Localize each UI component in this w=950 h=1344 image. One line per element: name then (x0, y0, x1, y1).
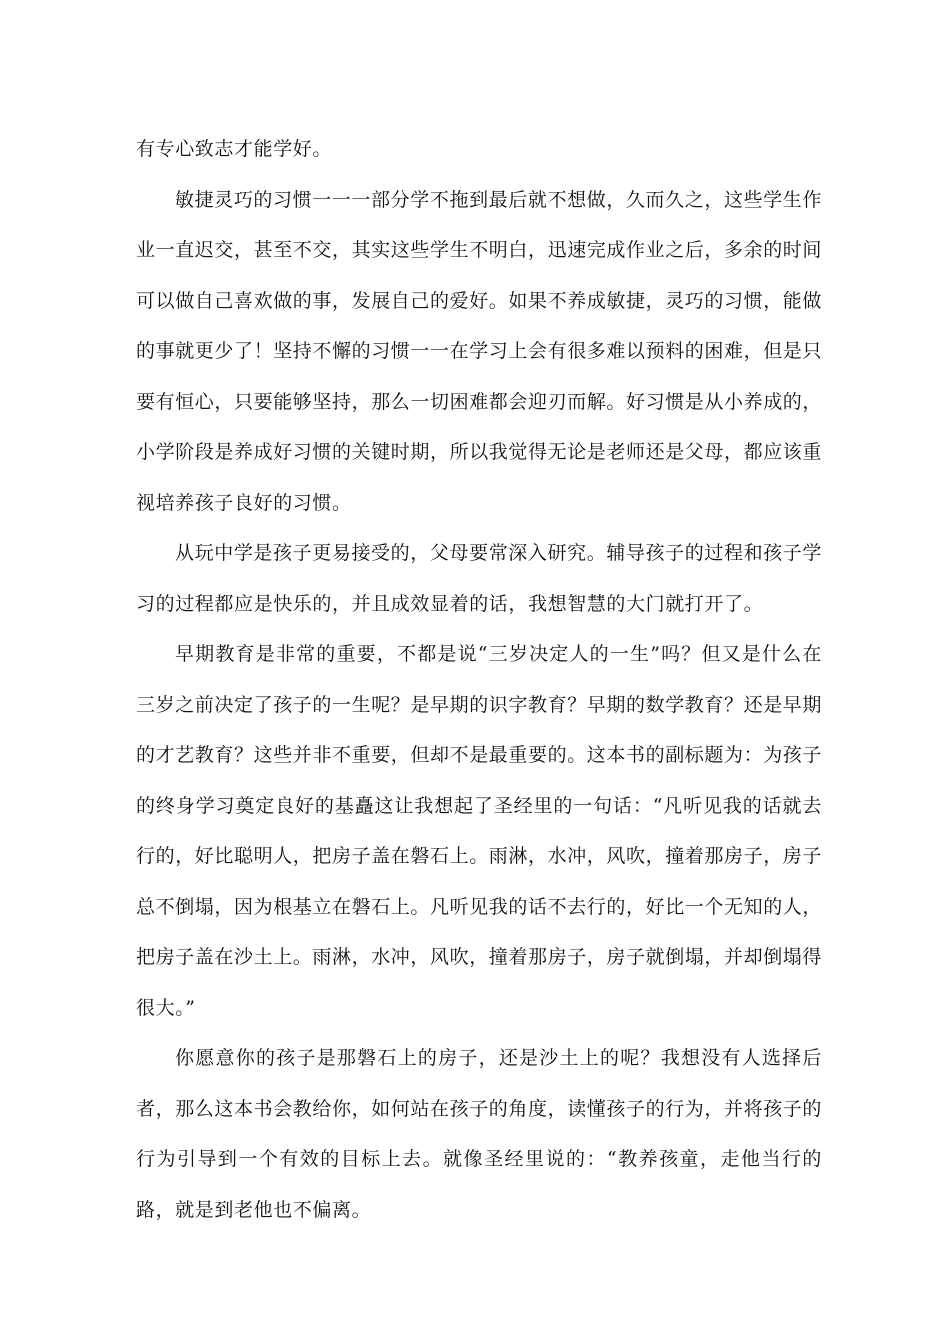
paragraph-3: 从玩中学是孩子更易接受的，父母要常深入研究。辅导孩子的过程和孩子学习的过程都应是快乐的，并且成效显着的话，我想智慧的大门就打开了。 (136, 542, 822, 615)
paragraph-5: 你愿意你的孩子是那磐石上的房子，还是沙土上的呢？我想没有人选择后者，那么这本书会教给你，如何站在孩子的角度，读懂孩子的行为，并将孩子的行为引导到一个有效的目标上去。就像圣经里说的：“教养孩童，走他当行的路，就是到老他也不偏离。 (136, 1047, 823, 1221)
paragraph-1: 有专心致志才能学好。 (136, 138, 333, 160)
document-body (136, 124, 822, 1235)
paragraph-2: 敏捷灵巧的习惯一一一部分学不拖到最后就不想做，久而久之，这些学生作业一直迟交，甚至不交，其实这些学生不明白，迅速完成作业之后，多余的时间可以做自己喜欢做的事，发展自己的爱好。如果不养成敏捷，灵巧的习惯，能做的事就更少了！坚持不懈的习惯一一在学习上会有很多难以预料的困难，但是只要有恒心，只要能够坚持，那么一切困难都会迎刃而解。好习惯是从小养成的，小学阶段是养成好习惯的关键时期，所以我觉得无论是老师还是父母，都应该重视培养孩子良好的习惯。 (136, 188, 823, 514)
paragraph-4: 早期教育是非常的重要，不都是说“三岁决定人的一生”吗？但又是什么在三岁之前决定了孩子的一生呢？是早期的识字教育？早期的数学教育？还是早期的才艺教育？这些并非不重要，但却不是最重要的。这本书的副标题为：为孩子的终身学习奠定良好的基矗这让我想起了圣经里的一句话：“凡听见我的话就去行的，好比聪明人，把房子盖在磐石上。雨淋，水冲，风吹，撞着那房子，房子总不倒塌，因为根基立在磐石上。凡听见我的话不去行的，好比一个无知的人，把房子盖在沙土上。雨淋，水冲，风吹，撞着那房子，房子就倒塌，并却倒塌得很大。” (136, 643, 823, 1019)
